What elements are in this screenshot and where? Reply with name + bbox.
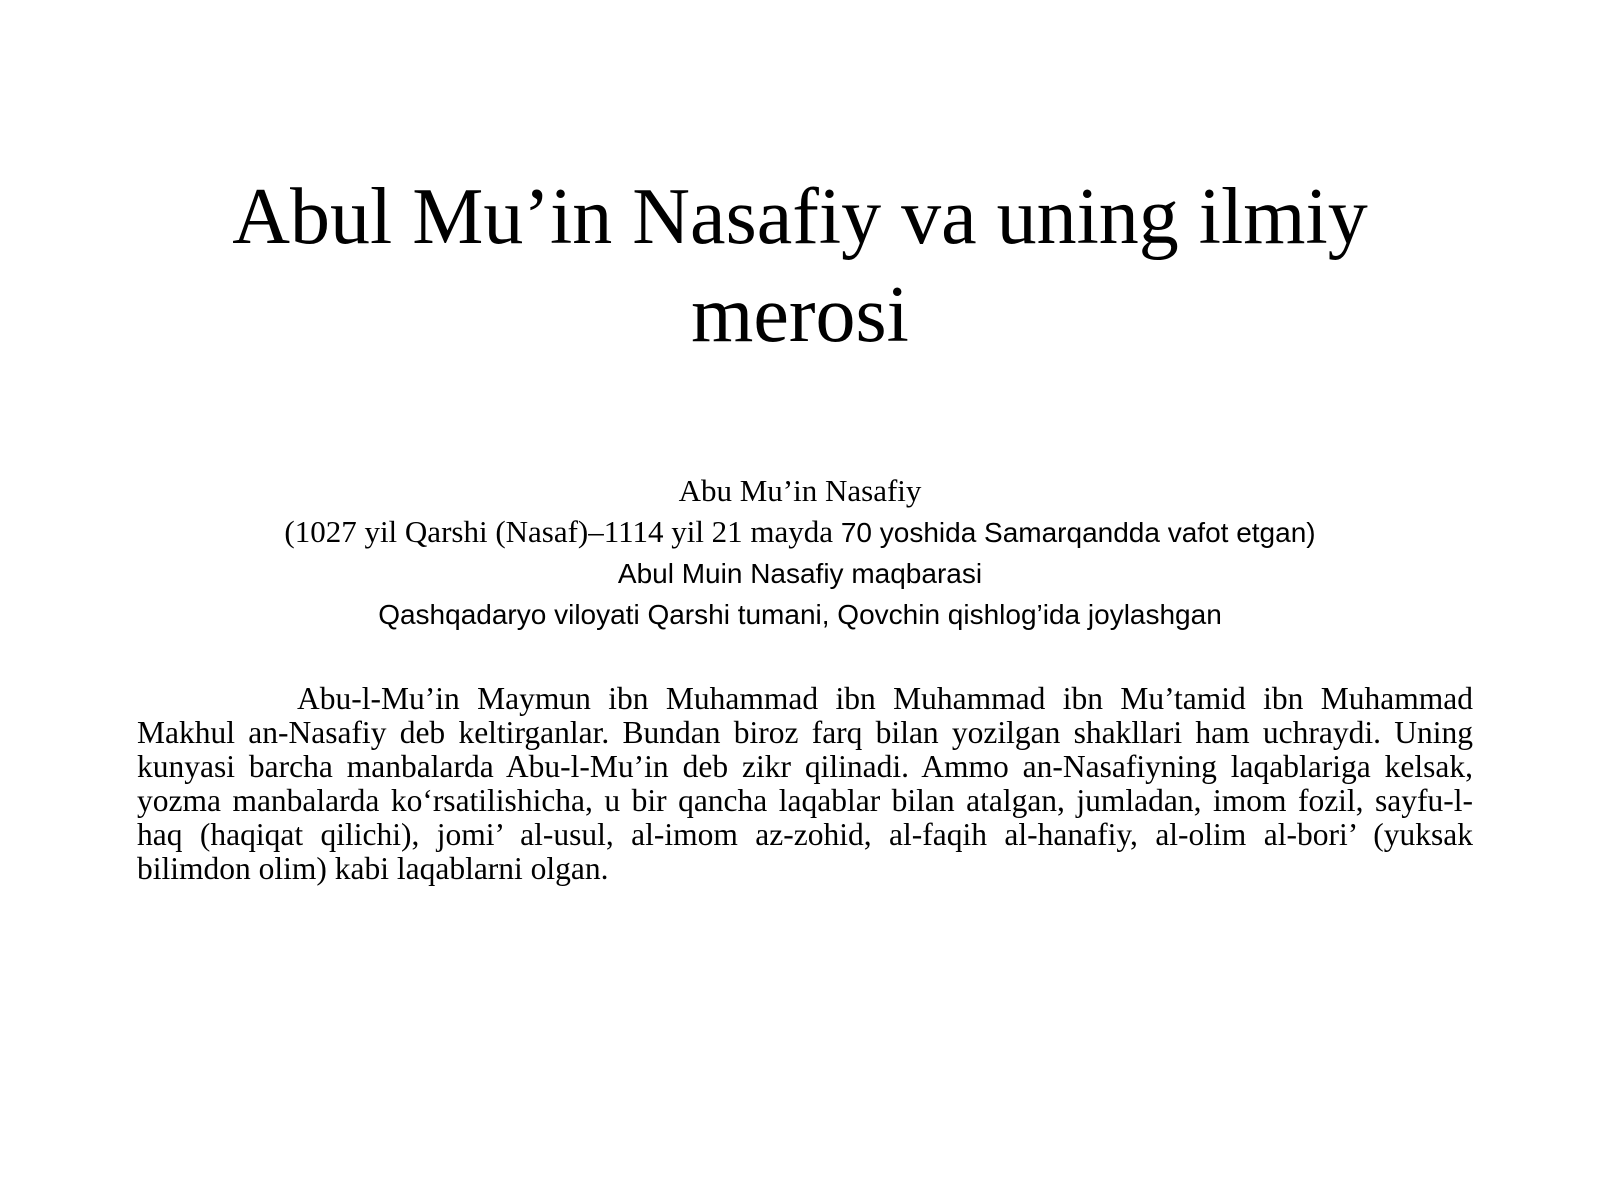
slide-title xyxy=(120,168,1480,364)
life-dates xyxy=(120,511,1480,553)
life-dates-part-1: (1027 yil Qarshi (Nasaf)–1114 yil 21 mayda xyxy=(284,514,841,549)
body-paragraph: Abu-l-Mu’in Maymun ibn Muhammad ibn Muhammad ibn Mu’tamid ibn Muhammad Makhul an-Nasafiy deb keltirganlar. Bundan biroz farq bilan yozilgan shakllari ham uchraydi. Uning kunyasi barcha manbalarda Abu-l-Mu’in deb zikr qilinadi. Ammo an-Nasafiyning laqablariga kelsak, yozma manbalarda ko‘rsatilishicha, u bir qancha laqablar bilan atalgan, jumladan, imom fozil, sayfu-l-haq (haqiqat qilichi), jomi’ al-usul, al-imom az-zohid, al-faqih al-hanafiy, al-olim al-bori’ (yuksak bilimdon olim) kabi laqablarni olgan. xyxy=(137,681,1473,886)
life-dates-part-2: 70 yoshida Samarqandda vafot etgan) xyxy=(840,517,1316,548)
person-name: Abu Mu’in Nasafiy xyxy=(678,473,922,508)
slide-title-line-2: merosi xyxy=(691,271,909,359)
mausoleum-name: Abul Muin Nasafiy maqbarasi xyxy=(617,558,983,589)
mausoleum-location: Qashqadaryo viloyati Qarshi tumani, Qovchin qishlog’ida joylashgan xyxy=(378,599,1222,630)
slide-title-line-1: Abul Mu’in Nasafiy va uning ilmiy xyxy=(232,173,1368,261)
biography-summary xyxy=(120,470,1480,635)
